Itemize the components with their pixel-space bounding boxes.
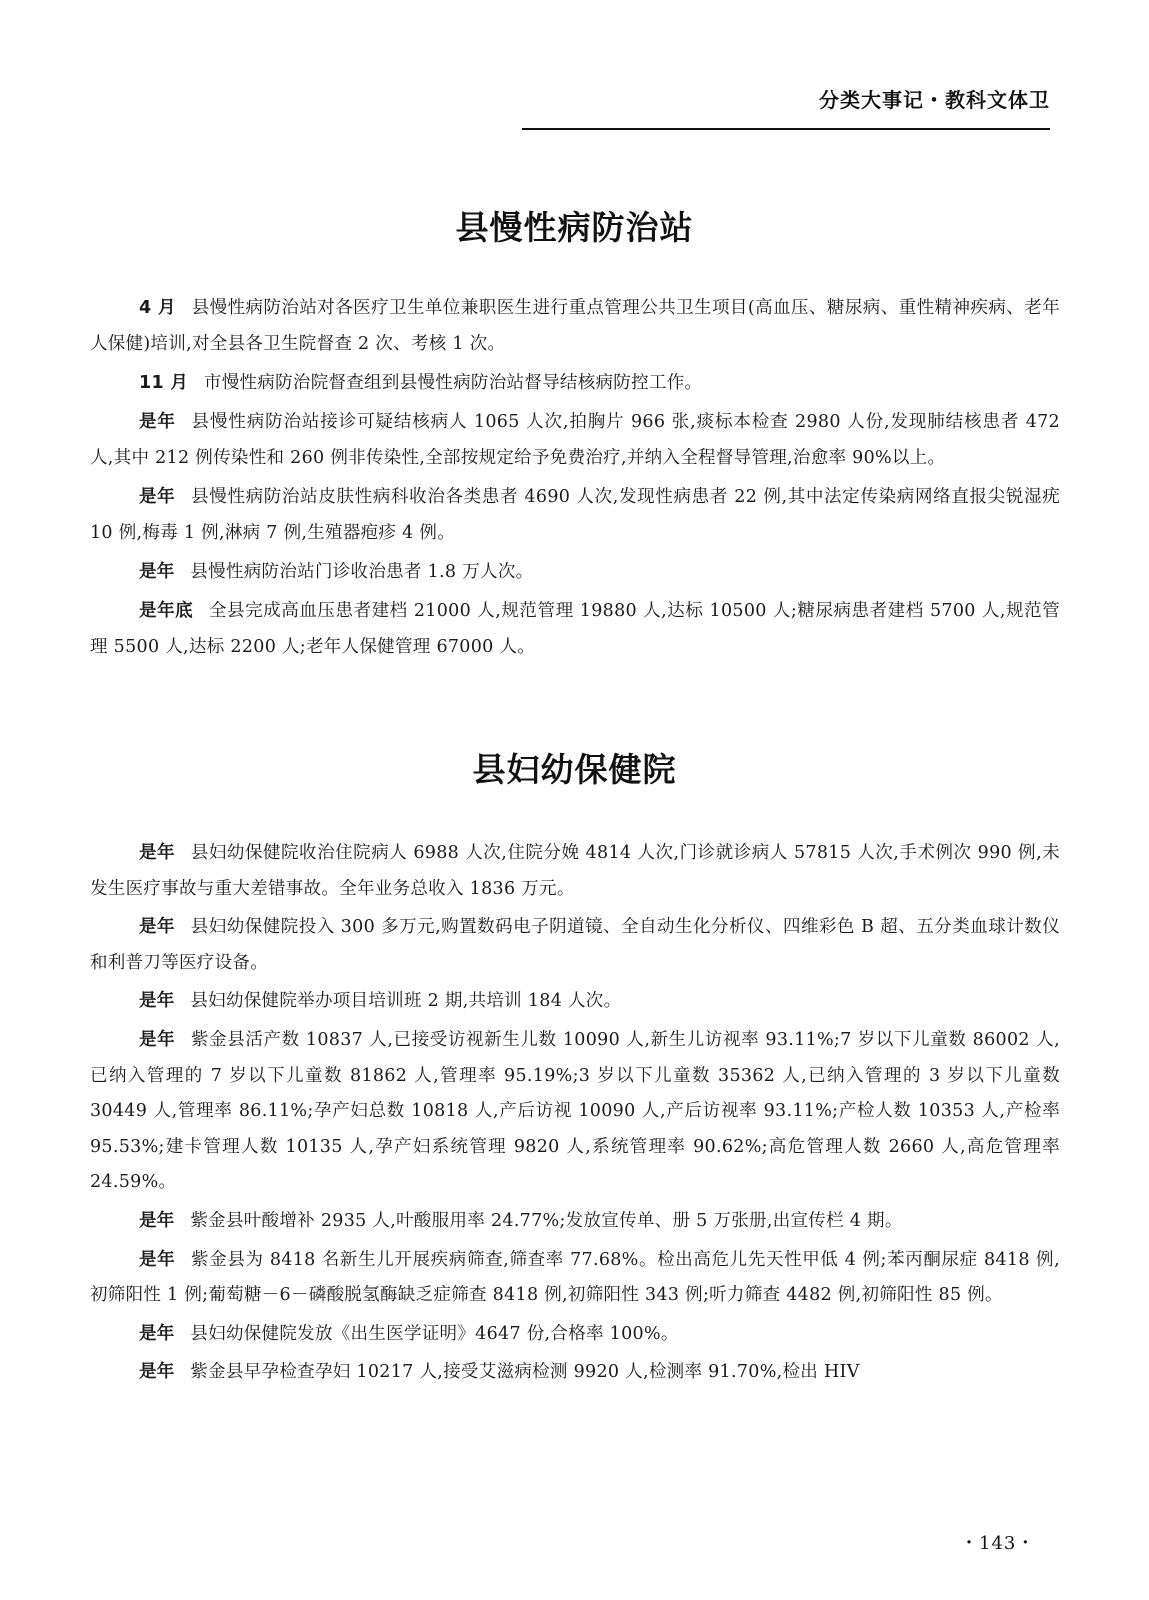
- header-rule: [522, 128, 1050, 130]
- entry-text: 县妇幼保健院发放《出生医学证明》4647 份,合格率 100%。: [190, 1323, 679, 1344]
- entry-text: 市慢性病防治院督查组到县慢性病防治站督导结核病防控工作。: [203, 373, 703, 393]
- entry: [90, 290, 1060, 362]
- entry: [90, 1243, 1060, 1314]
- entry: [90, 554, 1060, 590]
- entry: [90, 1317, 1060, 1353]
- page-number: ・143・: [960, 1533, 1036, 1554]
- entry-date: 11 月: [139, 373, 189, 393]
- entry-date: 是年底: [139, 601, 194, 621]
- entry: [90, 1204, 1060, 1240]
- entry-text: 县妇幼保健院收治住院病人 6988 人次,住院分娩 4814 人次,门诊就诊病人 57815 人次,手术例次 990 例,未发生医疗事故与重大差错事故。全年业务总收入 1836 万元。: [90, 843, 1060, 899]
- entry: [90, 836, 1060, 907]
- entry-date: 是年: [139, 562, 175, 582]
- entry-date: 是年: [139, 991, 175, 1012]
- section-chronic-disease-station: [90, 290, 1060, 668]
- section-title-chronic-disease-station: 县慢性病防治站: [455, 208, 694, 247]
- entry-text: 县慢性病防治站对各医疗卫生单位兼职医生进行重点管理公共卫生项目(高血压、糖尿病、重性精神疾病、老年人保健)培训,对全县各卫生院督查 2 次、考核 1 次。: [90, 298, 1060, 354]
- entry-date: 是年: [139, 1210, 175, 1231]
- entry-text: 紫金县早孕检查孕妇 10217 人,接受艾滋病检测 9920 人,检测率 91.70%,检出 HIV: [190, 1362, 860, 1383]
- entry-date: 是年: [139, 1323, 175, 1344]
- entry-text: 县妇幼保健院举办项目培训班 2 期,共培训 184 人次。: [190, 991, 622, 1012]
- entry-text: 紫金县为 8418 名新生儿开展疾病筛查,筛查率 77.68%。检出高危儿先天性甲低 4 例;苯丙酮尿症 8418 例,初筛阳性 1 例;葡萄糖－6－磷酸脱氢酶缺乏症筛查 8418 例,初筛阳性 343 例;听力筛查 4482 例,初筛阳性 85 例。: [90, 1249, 1060, 1306]
- entry: [90, 1023, 1060, 1201]
- entry-date: 是年: [139, 487, 176, 507]
- running-header: 分类大事记・教科文体卫: [819, 88, 1050, 112]
- entry-date: 是年: [139, 1249, 176, 1270]
- entry: [90, 479, 1060, 551]
- entry-text: 县慢性病防治站门诊收治患者 1.8 万人次。: [190, 562, 534, 582]
- entry: [90, 593, 1060, 665]
- entry: [90, 910, 1060, 981]
- entry-text: 全县完成高血压患者建档 21000 人,规范管理 19880 人,达标 10500 人;糖尿病患者建档 5700 人,规范管理 5500 人,达标 2200 人;老年人保健管理 67000 人。: [90, 601, 1061, 657]
- entry: [90, 404, 1060, 476]
- entry-date: 4 月: [139, 298, 176, 318]
- entry-date: 是年: [139, 843, 176, 863]
- entry-date: 是年: [139, 1362, 175, 1383]
- section-title-maternal-child-hospital: 县妇幼保健院: [472, 750, 677, 789]
- entry-text: 县慢性病防治站皮肤性病科收治各类患者 4690 人次,发现性病患者 22 例,其中法定传染病网络直报尖锐湿疣 10 例,梅毒 1 例,淋病 7 例,生殖器疱疹 4 例。: [90, 487, 1060, 543]
- entry-text: 紫金县活产数 10837 人,已接受访视新生儿数 10090 人,新生儿访视率 93.11%;7 岁以下儿童数 86002 人,已纳入管理的 7 岁以下儿童数 81862 人,管理率 95.19%;3 岁以下儿童数 35362 人,已纳入管理的 3 岁以下儿童数 30449 人,管理率 86.11%;孕产妇总数 10818 人,产后访视 10090 人,产后访视率 93.11%;产检人数 10353 人,产检率 95.53%;建卡管理人数 10135 人,孕产妇系统管理 9820 人,系统管理率 90.62%;高危管理人数 2660 人,高危管理率 24.59%。: [90, 1029, 1060, 1193]
- entry-date: 是年: [139, 412, 176, 432]
- entry: [90, 984, 1060, 1020]
- entry-date: 是年: [139, 1029, 176, 1050]
- entry: [90, 365, 1060, 401]
- entry-date: 是年: [139, 917, 175, 938]
- entry-text: 县慢性病防治站接诊可疑结核病人 1065 人次,拍胸片 966 张,痰标本检查 2980 人份,发现肺结核患者 472 人,其中 212 例传染性和 260 例非传染性,全部按规定给予免费治疗,并纳入全程督导管理,治愈率 90%以上。: [90, 412, 1060, 468]
- section-maternal-child-hospital: [90, 836, 1060, 1394]
- entry-text: 紫金县叶酸增补 2935 人,叶酸服用率 24.77%;发放宣传单、册 5 万张册,出宣传栏 4 期。: [190, 1210, 903, 1231]
- entry-text: 县妇幼保健院投入 300 多万元,购置数码电子阴道镜、全自动生化分析仪、四维彩色 B 超、五分类血球计数仪和利普刀等医疗设备。: [90, 917, 1060, 973]
- entry: [90, 1355, 1060, 1391]
